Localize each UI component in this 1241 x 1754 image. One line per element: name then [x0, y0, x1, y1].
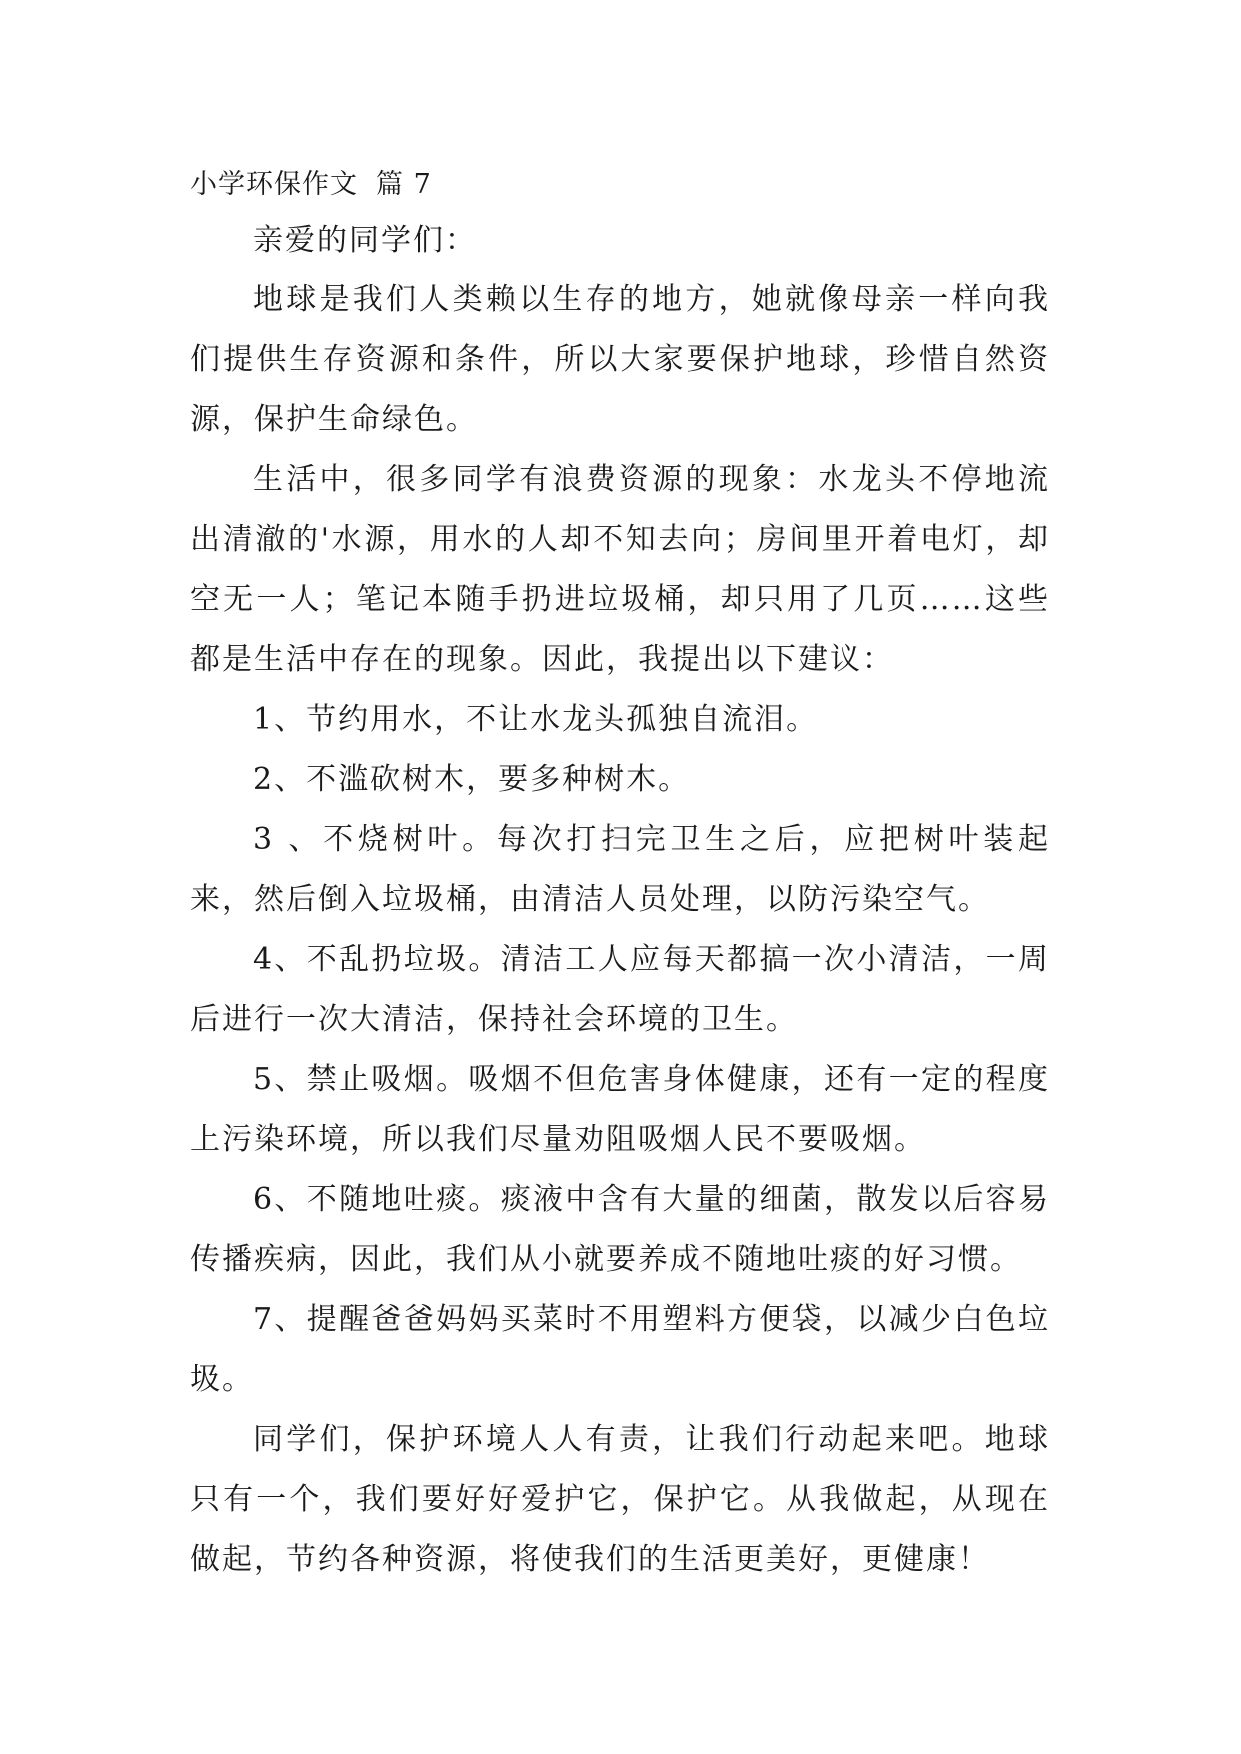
paragraph-conclusion: 同学们，保护环境人人有责，让我们行动起来吧。地球只有一个，我们要好好爱护它，保护它。从我做起，从现在做起，节约各种资源，将使我们的生活更美好，更健康！	[190, 1422, 1050, 1577]
document-page	[190, 158, 1050, 1590]
document-title	[190, 158, 1050, 212]
title-suffix: 篇 7	[376, 169, 432, 200]
suggestion-7: 7、提醒爸爸妈妈买菜时不用塑料方便袋，以减少白色垃圾。	[190, 1302, 1050, 1397]
suggestion-5: 5、禁止吸烟。吸烟不但危害身体健康，还有一定的程度上污染环境，所以我们尽量劝阻吸烟人民不要吸烟。	[190, 1062, 1050, 1157]
paragraph-intro: 地球是我们人类赖以生存的地方，她就像母亲一样向我们提供生存资源和条件，所以大家要保护地球，珍惜自然资源，保护生命绿色。	[190, 282, 1050, 437]
title-text: 小学环保作文	[190, 169, 358, 200]
suggestion-1: 1、节约用水，不让水龙头孤独自流泪。	[253, 702, 819, 737]
suggestion-6: 6、不随地吐痰。痰液中含有大量的细菌，散发以后容易传播疾病，因此，我们从小就要养成不随地吐痰的好习惯。	[190, 1182, 1050, 1277]
suggestion-4: 4、不乱扔垃圾。清洁工人应每天都搞一次小清洁，一周后进行一次大清洁，保持社会环境的卫生。	[190, 942, 1050, 1037]
suggestion-2: 2、不滥砍树木，要多种树木。	[253, 762, 691, 797]
suggestion-3: 3 、不烧树叶。每次打扫完卫生之后，应把树叶装起来，然后倒入垃圾桶，由清洁人员处理，以防污染空气。	[190, 822, 1050, 917]
salutation: 亲爱的同学们：	[253, 223, 477, 258]
paragraph-waste: 生活中，很多同学有浪费资源的现象：水龙头不停地流出清澈的'水源，用水的人却不知去向；房间里开着电灯，却空无一人；笔记本随手扔进垃圾桶，却只用了几页……这些都是生活中存在的现象。因此，我提出以下建议：	[190, 462, 1050, 677]
